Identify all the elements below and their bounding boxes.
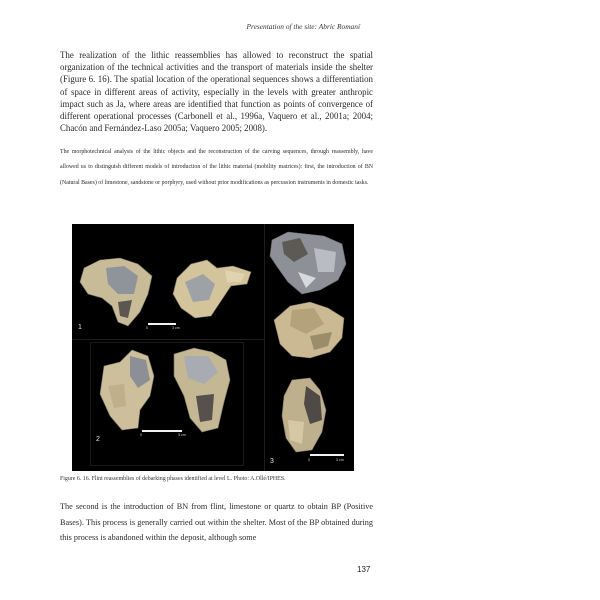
flint-refit-1b [167, 254, 257, 324]
scale-label-2-end: 3 cm [178, 433, 186, 437]
panel-divider [72, 339, 264, 340]
scale-label-3-zero: 0 [308, 458, 310, 462]
body-paragraph-2: The morphotechnical analysis of the lithic objects and the reconstruction of the carving sequences, through reassembly, have allowed us to distinguish different models of introduction of the lithic material (mobility matrices): first, the introduction of BN (Natural Bases) of limestone, sandstone or porphyry, used without prior modifications as percussion instruments in domestic tasks. [60, 149, 373, 186]
panel-divider [264, 224, 265, 471]
page-number: 137 [357, 565, 371, 574]
figure-caption: Figure 6. 16. Flint reassemblies of debarking phases identified at level L. Photo: A.Ollé/IPHES. [60, 476, 286, 482]
figure-photo [72, 224, 354, 471]
scale-bar-2 [142, 430, 182, 432]
panel-label-3: 3 [270, 458, 274, 465]
panel-label-2: 2 [96, 436, 100, 443]
scale-label-2-zero: 0 [140, 433, 142, 437]
running-header: Presentation of the site: Abric Romaní [246, 22, 360, 31]
scale-bar-3 [310, 454, 344, 456]
flint-refit-2b [168, 346, 236, 436]
body-paragraph-3: The second is the introduction of BN from flint, limestone or quartz to obtain BP (Positive Bases). This process is generally carried out within the shelter. Most of the BP obtained during this process is abandoned within the deposit, although some [60, 502, 373, 543]
scale-label-1-end: 3 cm [172, 326, 180, 330]
flint-refit-2a [96, 346, 158, 434]
flint-refit-1a [78, 254, 158, 329]
body-paragraph-1: The realization of the lithic reassemblies has allowed to reconstruct the spatial organization of the technical activities and the transport of materials inside the shelter (Figure 6. 16). The spatial location of the operational sequences shows a differentiation of space in different areas of activity, especially in the levels with greater anthropic impact such as Ja, where areas are identified that function as points of convergence of different operational processes (Carbonell et al., 1996a, Vaquero et al., 2001a; 2004; Chacón and Fernández-Laso 2005a; Vaquero 2005; 2008). [60, 50, 373, 134]
flint-refit-3b [270, 300, 350, 362]
scale-bar-1 [148, 323, 176, 325]
flint-refit-3c [276, 376, 336, 456]
scale-label-1-zero: 0 [146, 326, 148, 330]
panel-label-1: 1 [78, 324, 82, 331]
flint-refit-3a [268, 228, 350, 298]
scale-label-3-end: 3 cm [336, 458, 344, 462]
